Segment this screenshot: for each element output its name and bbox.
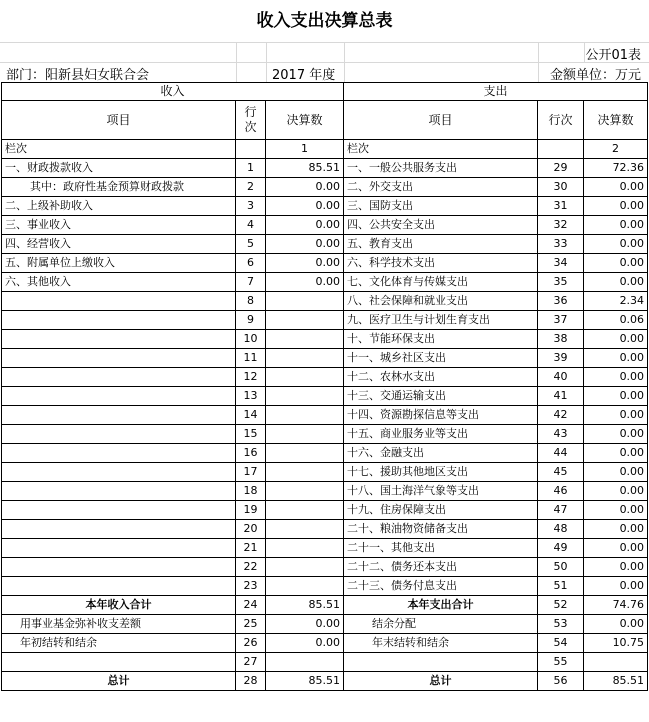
expense-item: 七、文化体育与传媒支出 — [344, 273, 538, 292]
income-row-number: 16 — [236, 444, 266, 463]
income-amount: 0.00 — [266, 273, 344, 292]
expense-row-number: 30 — [538, 178, 584, 197]
income-amount: 85.51 — [266, 672, 344, 691]
income-amount — [266, 463, 344, 482]
expense-row-number: 43 — [538, 425, 584, 444]
income-header: 收入 — [2, 83, 344, 101]
expense-row-number: 37 — [538, 311, 584, 330]
empty-cell — [538, 140, 584, 159]
income-row-number: 10 — [236, 330, 266, 349]
table-row — [2, 634, 648, 653]
empty-cell — [236, 140, 266, 159]
expense-row-number: 44 — [538, 444, 584, 463]
table-row — [2, 311, 648, 330]
income-item — [2, 425, 236, 444]
expense-item: 二十三、债务付息支出 — [344, 577, 538, 596]
expense-amount: 0.06 — [584, 311, 648, 330]
income-item: 一、财政拨款收入 — [2, 159, 236, 178]
expense-item-header: 项目 — [344, 101, 538, 140]
income-amount — [266, 330, 344, 349]
grid-line — [344, 42, 345, 82]
grid-line — [0, 62, 649, 63]
expense-amount: 0.00 — [584, 273, 648, 292]
expense-amount: 0.00 — [584, 368, 648, 387]
table-row — [2, 292, 648, 311]
expense-amount: 0.00 — [584, 482, 648, 501]
income-item — [2, 349, 236, 368]
expense-item: 二十一、其他支出 — [344, 539, 538, 558]
income-item — [2, 520, 236, 539]
expense-amount: 2.34 — [584, 292, 648, 311]
expense-amount: 0.00 — [584, 254, 648, 273]
table-row — [2, 501, 648, 520]
income-item — [2, 482, 236, 501]
income-row-number: 21 — [236, 539, 266, 558]
expense-row-number: 33 — [538, 235, 584, 254]
income-amount: 0.00 — [266, 634, 344, 653]
expense-item: 本年支出合计 — [344, 596, 538, 615]
income-amount: 85.51 — [266, 596, 344, 615]
table-row — [2, 349, 648, 368]
grid-line — [0, 42, 649, 43]
expense-item: 十四、资源勘探信息等支出 — [344, 406, 538, 425]
expense-item: 四、公共安全支出 — [344, 216, 538, 235]
income-amount: 0.00 — [266, 178, 344, 197]
income-item — [2, 406, 236, 425]
table-row — [2, 558, 648, 577]
income-row-number: 5 — [236, 235, 266, 254]
table-row — [2, 425, 648, 444]
expense-amount — [584, 653, 648, 672]
expense-item: 五、教育支出 — [344, 235, 538, 254]
expense-amount: 0.00 — [584, 558, 648, 577]
expense-row-number: 42 — [538, 406, 584, 425]
form-number: 公开01表 — [585, 48, 641, 63]
income-row-number: 11 — [236, 349, 266, 368]
expense-row-number: 48 — [538, 520, 584, 539]
expense-row-number: 52 — [538, 596, 584, 615]
table-row — [2, 197, 648, 216]
expense-amount: 10.75 — [584, 634, 648, 653]
table-row — [2, 672, 648, 691]
column-number-2: 2 — [584, 140, 648, 159]
income-row-number: 15 — [236, 425, 266, 444]
expense-row-number: 29 — [538, 159, 584, 178]
income-amount: 0.00 — [266, 615, 344, 634]
income-item — [2, 577, 236, 596]
expense-rowno-header: 行次 — [538, 101, 584, 140]
table-row — [2, 178, 648, 197]
income-item — [2, 444, 236, 463]
income-item — [2, 292, 236, 311]
expense-row-number: 46 — [538, 482, 584, 501]
expense-amount: 85.51 — [584, 672, 648, 691]
expense-item: 结余分配 — [344, 615, 538, 634]
expense-row-number: 31 — [538, 197, 584, 216]
income-item — [2, 539, 236, 558]
expense-row-number: 41 — [538, 387, 584, 406]
table-row — [2, 539, 648, 558]
income-item — [2, 387, 236, 406]
income-item — [2, 330, 236, 349]
expense-item: 十六、金融支出 — [344, 444, 538, 463]
report-year: 2017 年度 — [272, 68, 336, 83]
income-amount — [266, 406, 344, 425]
amount-unit: 金额单位：万元 — [549, 68, 641, 83]
expense-item: 八、社会保障和就业支出 — [344, 292, 538, 311]
expense-row-number: 47 — [538, 501, 584, 520]
income-row-number: 26 — [236, 634, 266, 653]
expense-amount: 74.76 — [584, 596, 648, 615]
expense-item: 十五、商业服务业等支出 — [344, 425, 538, 444]
expense-amount: 0.00 — [584, 615, 648, 634]
table-row — [2, 596, 648, 615]
column-label: 栏次 — [344, 140, 538, 159]
expense-item: 十八、国土海洋气象等支出 — [344, 482, 538, 501]
income-amount: 0.00 — [266, 216, 344, 235]
income-amount: 85.51 — [266, 159, 344, 178]
income-row-number: 8 — [236, 292, 266, 311]
grid-line — [538, 42, 539, 82]
expense-item: 九、医疗卫生与计划生育支出 — [344, 311, 538, 330]
column-label: 栏次 — [2, 140, 236, 159]
income-amount: 0.00 — [266, 197, 344, 216]
table-row — [2, 444, 648, 463]
income-amount — [266, 349, 344, 368]
table-row — [2, 273, 648, 292]
income-row-number: 3 — [236, 197, 266, 216]
income-row-number: 24 — [236, 596, 266, 615]
table-row — [2, 254, 648, 273]
expense-amount: 0.00 — [584, 406, 648, 425]
income-item-header: 项目 — [2, 101, 236, 140]
income-item: 其中：政府性基金预算财政拨款 — [2, 178, 236, 197]
expense-amount-header: 决算数 — [584, 101, 648, 140]
income-amount — [266, 387, 344, 406]
income-amount: 0.00 — [266, 254, 344, 273]
income-row-number: 1 — [236, 159, 266, 178]
expense-item: 十一、城乡社区支出 — [344, 349, 538, 368]
income-item: 年初结转和结余 — [2, 634, 236, 653]
income-row-number: 28 — [236, 672, 266, 691]
expense-row-number: 56 — [538, 672, 584, 691]
grid-line — [236, 42, 237, 82]
expense-row-number: 45 — [538, 463, 584, 482]
table-row — [2, 463, 648, 482]
expense-item: 总计 — [344, 672, 538, 691]
income-row-number: 2 — [236, 178, 266, 197]
expense-item: 二、外交支出 — [344, 178, 538, 197]
expense-item: 十九、住房保障支出 — [344, 501, 538, 520]
expense-amount: 0.00 — [584, 216, 648, 235]
table-row — [2, 615, 648, 634]
expense-row-number: 36 — [538, 292, 584, 311]
income-amount — [266, 425, 344, 444]
income-item: 四、经营收入 — [2, 235, 236, 254]
expense-amount: 0.00 — [584, 577, 648, 596]
expense-item: 二十二、债务还本支出 — [344, 558, 538, 577]
table-row — [2, 406, 648, 425]
income-item — [2, 501, 236, 520]
table-row — [2, 216, 648, 235]
income-item: 六、其他收入 — [2, 273, 236, 292]
income-row-number: 13 — [236, 387, 266, 406]
report-title: 收入支出决算总表 — [256, 11, 393, 31]
expense-row-number: 49 — [538, 539, 584, 558]
table-row — [2, 577, 648, 596]
expense-row-number: 39 — [538, 349, 584, 368]
income-row-number: 7 — [236, 273, 266, 292]
expense-item: 三、国防支出 — [344, 197, 538, 216]
income-item: 五、附属单位上缴收入 — [2, 254, 236, 273]
income-amount — [266, 539, 344, 558]
expense-row-number: 53 — [538, 615, 584, 634]
expense-amount: 0.00 — [584, 501, 648, 520]
income-amount — [266, 482, 344, 501]
income-item: 本年收入合计 — [2, 596, 236, 615]
expense-amount: 0.00 — [584, 330, 648, 349]
expense-item: 十七、援助其他地区支出 — [344, 463, 538, 482]
expense-amount: 0.00 — [584, 387, 648, 406]
income-item — [2, 368, 236, 387]
income-amount — [266, 311, 344, 330]
income-amount — [266, 558, 344, 577]
table-row — [2, 368, 648, 387]
income-row-number: 17 — [236, 463, 266, 482]
income-item: 总计 — [2, 672, 236, 691]
income-amount — [266, 520, 344, 539]
expense-row-number: 50 — [538, 558, 584, 577]
expense-header: 支出 — [344, 83, 648, 101]
expense-amount: 0.00 — [584, 349, 648, 368]
income-rowno-header: 行 次 — [236, 101, 266, 140]
expense-amount: 0.00 — [584, 539, 648, 558]
income-amount — [266, 368, 344, 387]
table-row — [2, 235, 648, 254]
department-label: 部门：阳新县妇女联合会 — [6, 68, 150, 83]
income-row-number: 4 — [236, 216, 266, 235]
table-row — [2, 520, 648, 539]
expense-amount: 0.00 — [584, 235, 648, 254]
expense-amount: 0.00 — [584, 444, 648, 463]
income-amount — [266, 653, 344, 672]
income-row-number: 14 — [236, 406, 266, 425]
expense-item: 六、科学技术支出 — [344, 254, 538, 273]
income-row-number: 27 — [236, 653, 266, 672]
expense-amount: 0.00 — [584, 463, 648, 482]
income-amount: 0.00 — [266, 235, 344, 254]
expense-amount: 0.00 — [584, 520, 648, 539]
expense-item: 十二、农林水支出 — [344, 368, 538, 387]
income-row-number: 6 — [236, 254, 266, 273]
expense-row-number: 54 — [538, 634, 584, 653]
income-amount — [266, 292, 344, 311]
expense-row-number: 34 — [538, 254, 584, 273]
expense-row-number: 55 — [538, 653, 584, 672]
expense-row-number: 51 — [538, 577, 584, 596]
income-amount-header: 决算数 — [266, 101, 344, 140]
expense-amount: 0.00 — [584, 178, 648, 197]
income-amount — [266, 577, 344, 596]
grid-line — [266, 42, 267, 82]
table-row — [2, 387, 648, 406]
income-item — [2, 558, 236, 577]
table-row — [2, 330, 648, 349]
income-amount — [266, 501, 344, 520]
income-item: 三、事业收入 — [2, 216, 236, 235]
income-amount — [266, 444, 344, 463]
expense-item: 二十、粮油物资储备支出 — [344, 520, 538, 539]
income-item — [2, 463, 236, 482]
income-row-number: 20 — [236, 520, 266, 539]
expense-item: 十、节能环保支出 — [344, 330, 538, 349]
income-row-number: 19 — [236, 501, 266, 520]
expense-item: 年末结转和结余 — [344, 634, 538, 653]
expense-amount: 0.00 — [584, 425, 648, 444]
expense-amount: 72.36 — [584, 159, 648, 178]
expense-row-number: 38 — [538, 330, 584, 349]
income-row-number: 23 — [236, 577, 266, 596]
expense-item: 十三、交通运输支出 — [344, 387, 538, 406]
income-item: 二、上级补助收入 — [2, 197, 236, 216]
column-number-1: 1 — [266, 140, 344, 159]
income-row-number: 25 — [236, 615, 266, 634]
income-row-number: 9 — [236, 311, 266, 330]
income-expense-table — [1, 82, 648, 691]
expense-item — [344, 653, 538, 672]
income-row-number: 22 — [236, 558, 266, 577]
income-item — [2, 653, 236, 672]
income-row-number: 12 — [236, 368, 266, 387]
expense-item: 一、一般公共服务支出 — [344, 159, 538, 178]
income-item: 用事业基金弥补收支差额 — [2, 615, 236, 634]
table-row — [2, 482, 648, 501]
table-row — [2, 159, 648, 178]
expense-row-number: 35 — [538, 273, 584, 292]
expense-row-number: 32 — [538, 216, 584, 235]
expense-amount: 0.00 — [584, 197, 648, 216]
expense-row-number: 40 — [538, 368, 584, 387]
table-row — [2, 653, 648, 672]
income-row-number: 18 — [236, 482, 266, 501]
income-item — [2, 311, 236, 330]
